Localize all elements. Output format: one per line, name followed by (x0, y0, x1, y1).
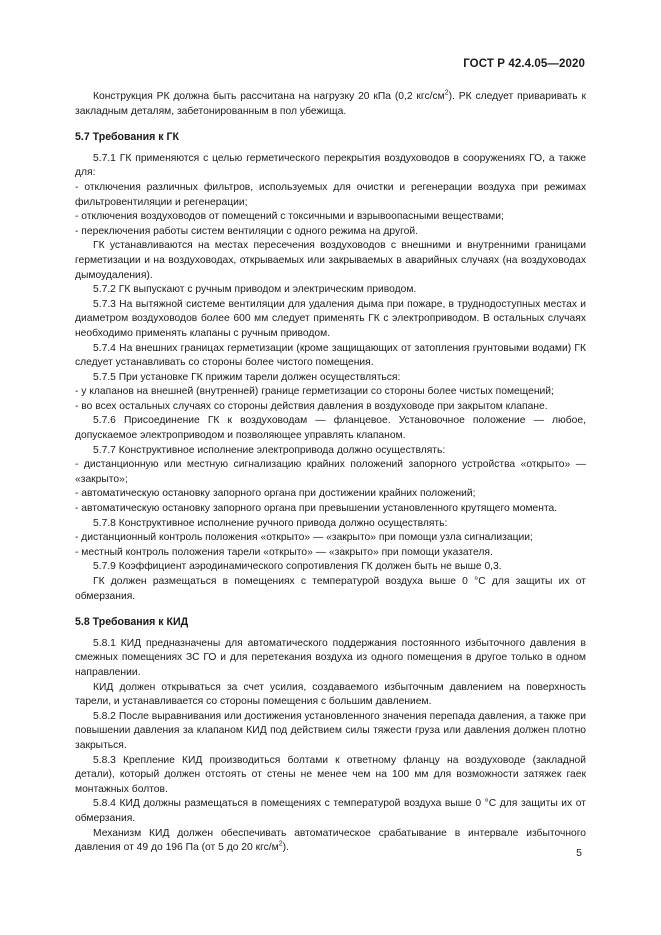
para-5-7-9-b: ГК должен размещаться в помещениях с температурой воздуха выше 0 °С для защиты их от обмерзания. (75, 576, 586, 602)
list-item: - отключения воздуховодов от помещений с токсичными и взрывоопасными веществами; (75, 211, 504, 223)
para-5-7-5: 5.7.5 При установке ГК прижим тарели должен осуществляться: (93, 371, 401, 383)
list-item: - дистанционный контроль положения «открыто» — «закрыто» при помощи узла сигнализации; (75, 532, 533, 544)
list-item: - автоматическую остановку запорного органа при превышении установленного крутящего момента. (75, 503, 558, 515)
para-text: Механизм КИД должен обеспечивать автоматическое срабатывание в интервале избыточного давления от 49 до 196 Па (от 5 до 20 кгс/м (75, 827, 586, 854)
para-5-8-4-b (75, 827, 586, 856)
para-text-end: ). (282, 842, 289, 854)
intro-text: Конструкция РК должна быть рассчитана на нагрузку 20 кПа (0,2 кгс/см (93, 91, 445, 102)
list-item: - переключения работы систем вентиляции с одного режима на другой. (75, 225, 418, 237)
para-5-8-1: 5.8.1 КИД предназначены для автоматического поддержания постоянного избыточного давления в смежных помещениях ЗС ГО и для перетекания воздуха из одного помещения в другое только в одном направлении. (75, 637, 586, 678)
para-5-7-3: 5.7.3 На вытяжной системе вентиляции для удаления дыма при пожаре, в труднодоступных местах и диаметром воздуховодов более 600 мм следует применять ГК с электроприводом. В остальных случаях необходимо применять клапаны с ручным приводом. (75, 298, 586, 339)
intro-text-end: ). РК следует приваривать к закладным деталям, забетонированным в пол убежища. (75, 91, 586, 117)
document-body (75, 90, 586, 856)
section-5-8-heading: 5.8 Требования к КИД (75, 616, 189, 629)
para-5-8-4: 5.8.4 КИД должны размещаться в помещениях с температурой воздуха выше 0 °С для защиты их от обмерзания. (75, 798, 586, 824)
intro-paragraph (75, 90, 586, 119)
para-5-7-8: 5.7.8 Конструктивное исполнение ручного привода должно осуществлять: (93, 517, 448, 529)
intro-superscript: 2 (444, 89, 449, 97)
list-item: - отключения различных фильтров, используемых для очистки и регенерации воздуха при режимах фильтровентиляции и регенерации; (75, 181, 586, 208)
para-5-7-7: 5.7.7 Конструктивное исполнение электропривода должно осуществлять: (93, 444, 446, 456)
para-5-7-1: 5.7.1 ГК применяются с целью герметического перекрытия воздуховодов в сооружениях ГО, а также для: (75, 152, 586, 179)
para-5-8-3: 5.8.3 Крепление КИД производиться болтами к ответному фланцу на воздуховоде (закладной детали), который должен отстоять от стены не менее чем на 100 мм для возможности затяжек гаек монтажных болтов. (75, 754, 586, 795)
list-item: - во всех остальных случаях со стороны действия давления в воздуховоде при закрытом клапане. (75, 400, 548, 412)
document-standard-number: ГОСТ Р 42.4.05—2020 (463, 58, 585, 70)
superscript: 2 (278, 840, 283, 848)
list-item: - местный контроль положения тарели «открыто» — «закрыто» при помощи указателя. (75, 546, 493, 558)
list-item: - дистанционную или местную сигнализацию крайних положений запорного устройства «открыто» — «закрыто»; (75, 459, 586, 485)
list-item: - у клапанов на внешней (внутренней) границе герметизации со стороны более чистых помещений; (75, 386, 554, 398)
list-item: - автоматическую остановку запорного органа при достижении крайних положений; (75, 488, 476, 500)
para-5-7-4: 5.7.4 На внешних границах герметизации (кроме защищающих от затопления грунтовыми водами) ГК следует устанавливать со стороны более чистого помещения. (75, 342, 586, 369)
para-5-7-9: 5.7.9 Коэффициент аэродинамического сопротивления ГК должен быть не выше 0,3. (93, 561, 502, 573)
para-5-8-1-b: КИД должен открываться за счет усилия, создаваемого избыточным давлением на поверхность тарели, и устанавливается со стороны помещения с большим давлением. (75, 681, 586, 708)
para-5-7-1-b: ГК устанавливаются на местах пересечения воздуховодов с внешними и внутренними границами герметизации и на воздуховодах, открываемых или закрываемых в аварийных случаях (на воздуховодах дымоудаления). (75, 240, 586, 281)
page-number: 5 (576, 847, 582, 859)
para-5-7-6: 5.7.6 Присоединение ГК к воздуховодам — фланцевое. Установочное положение — любое, допускаемое электроприводом и позволяющее управлять клапаном. (75, 415, 586, 442)
para-5-7-2: 5.7.2 ГК выпускают с ручным приводом и электрическим приводом. (93, 284, 417, 296)
para-5-8-2: 5.8.2 После выравнивания или достижения установленного значения перепада давления, а также при повышении давления за клапаном КИД под действием силы тяжести груза или давления должен плотно закрыться. (75, 710, 586, 751)
section-5-7-heading: 5.7 Требования к ГК (75, 131, 179, 144)
